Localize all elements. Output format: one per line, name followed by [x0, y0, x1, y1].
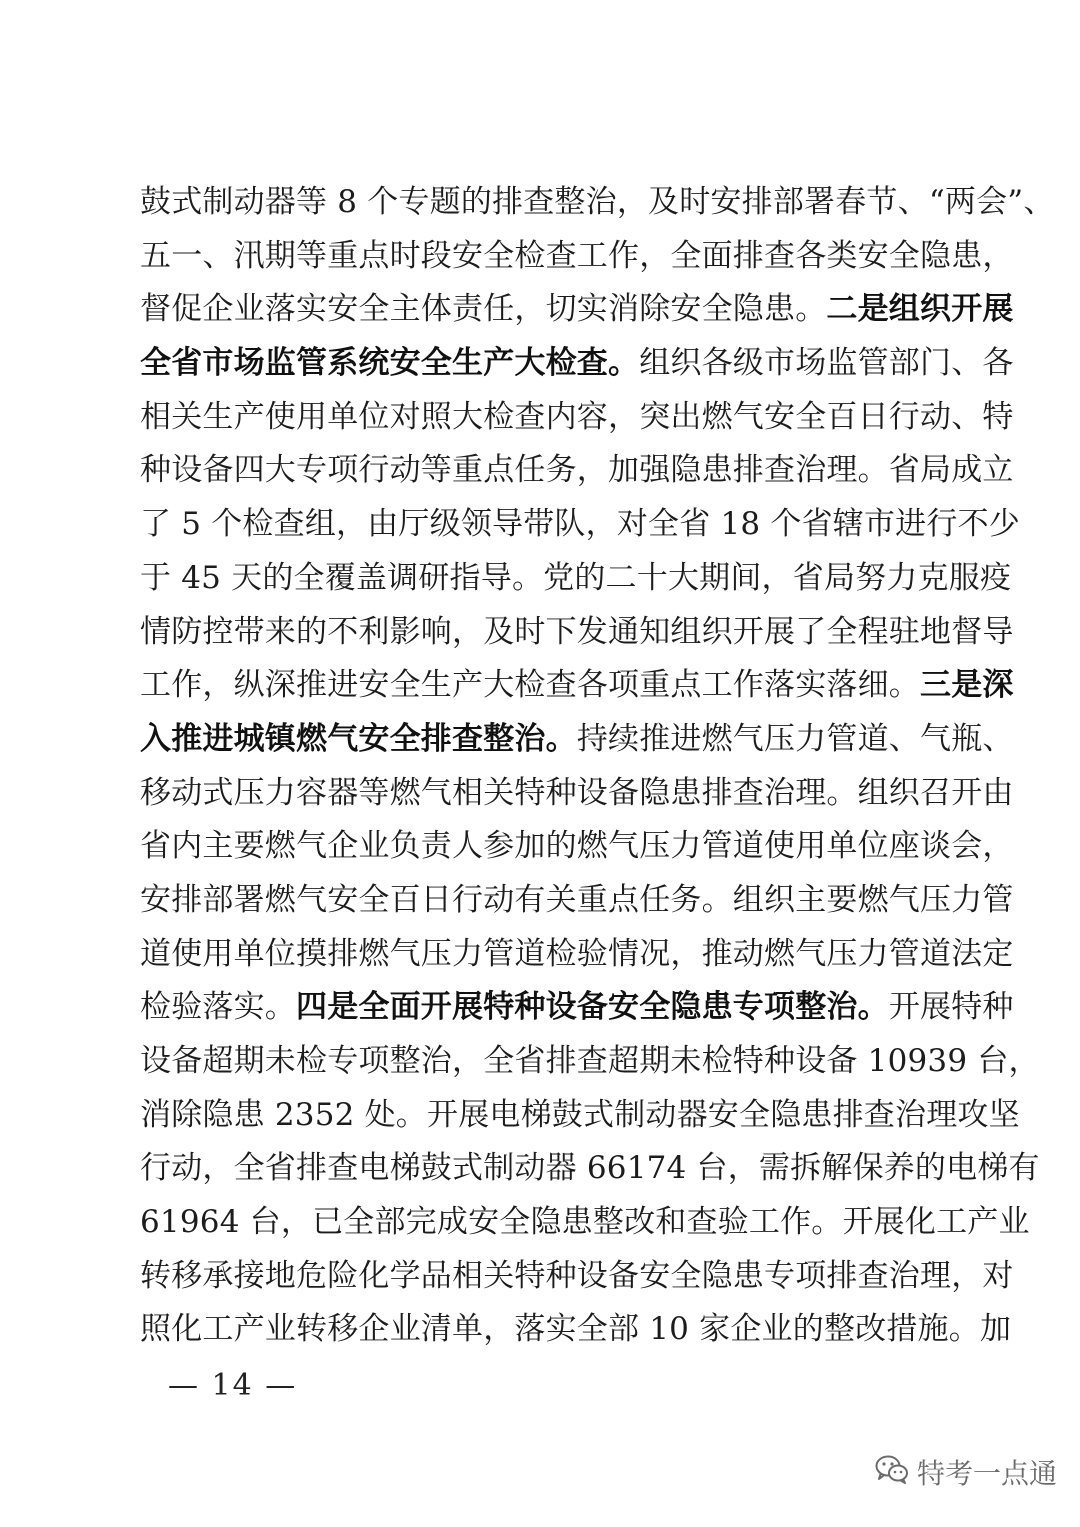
text-line: [140, 874, 1014, 928]
text-line: [140, 1196, 1030, 1250]
text-line: [140, 1142, 1040, 1196]
page-number: — 14 —: [168, 1368, 298, 1403]
wechat-icon: [875, 1454, 917, 1491]
body-text-segment: 设备超期未检专项整治，全省排查超期未检特种设备 10939 台，: [140, 1043, 1040, 1079]
text-line: [140, 552, 1012, 606]
watermark: [875, 1452, 1057, 1492]
text-line: [140, 337, 1014, 391]
body-text-segment: 省内主要燃气企业负责人参加的燃气压力管道使用单位座谈会，: [140, 828, 1014, 865]
text-line: [140, 820, 1014, 874]
text-line: [140, 1250, 1014, 1304]
body-text: [140, 176, 1055, 1357]
body-text-segment: 消除隐患 2352 处。开展电梯鼓式制动器安全隐患排查治理攻坚: [140, 1096, 1020, 1133]
body-text-segment: 持续推进燃气压力管道、气瓶、: [576, 720, 1014, 757]
emphasis-text: 二是组织开展: [826, 291, 1014, 328]
body-text-segment: 督促企业落实安全主体责任，切实消除安全隐患。: [140, 291, 827, 328]
body-text-segment: 组织各级市场监管部门、各: [639, 345, 1014, 382]
body-text-segment: 安排部署燃气安全百日行动有关重点任务。组织主要燃气压力管: [140, 881, 1014, 918]
text-line: [140, 176, 1055, 230]
text-line: [140, 230, 1014, 284]
text-line: [140, 928, 1014, 982]
body-text-segment: 检验落实。: [140, 989, 296, 1026]
text-line: [140, 391, 1014, 445]
body-text-segment: 情防控带来的不利影响，及时下发通知组织开展了全程驻地督导: [140, 613, 1014, 650]
text-line: [140, 981, 1014, 1035]
body-text-segment: 于 45 天的全覆盖调研指导。党的二十大期间，省局努力克服疫: [140, 559, 1012, 596]
body-text-segment: 照化工产业转移企业清单，落实全部 10 家企业的整改措施。加: [140, 1311, 1012, 1348]
body-text-segment: 工作，纵深推进安全生产大检查各项重点工作落实落细。: [140, 667, 920, 704]
body-text-segment: 了 5 个检查组，由厅级领导带队，对全省 18 个省辖市进行不少: [140, 506, 1020, 543]
body-text-segment: 行动，全省排查电梯鼓式制动器 66174 台，需拆解保养的电梯有: [140, 1150, 1040, 1187]
watermark-text: 特考一点通: [917, 1457, 1058, 1490]
body-text-segment: 转移承接地危险化学品相关特种设备安全隐患专项排查治理，对: [140, 1257, 1014, 1294]
emphasis-text: 入推进城镇燃气安全排查整治。: [140, 720, 577, 757]
text-line: [140, 1303, 1012, 1357]
text-line: [140, 498, 1020, 552]
emphasis-text: 全省市场监管系统安全生产大检查。: [140, 345, 640, 382]
body-text-segment: 鼓式制动器等 8 个专题的排查整治，及时安排部署春节、“两会”、: [140, 184, 1055, 220]
body-text-segment: 种设备四大专项行动等重点任务，加强隐患排查治理。省局成立: [140, 452, 1014, 489]
text-line: [140, 283, 1014, 337]
text-line: [140, 713, 1014, 767]
body-text-segment: 道使用单位摸排燃气压力管道检验情况，推动燃气压力管道法定: [140, 935, 1014, 972]
body-text-segment: 五一、汛期等重点时段安全检查工作，全面排查各类安全隐患，: [140, 237, 1014, 274]
text-line: [140, 1089, 1020, 1143]
body-text-segment: 相关生产使用单位对照大检查内容，突出燃气安全百日行动、特: [140, 398, 1014, 435]
body-text-segment: 61964 台，已全部完成安全隐患整改和查验工作。开展化工产业: [140, 1204, 1030, 1241]
text-line: [140, 444, 1014, 498]
emphasis-text: 三是深: [920, 667, 1014, 704]
body-text-segment: 开展特种: [888, 989, 1014, 1026]
emphasis-text: 四是全面开展特种设备安全隐患专项整治。: [296, 989, 889, 1026]
text-line: [140, 767, 1014, 821]
text-line: [140, 606, 1014, 660]
text-line: [140, 659, 1014, 713]
text-line: [140, 1035, 1040, 1089]
body-text-segment: 移动式压力容器等燃气相关特种设备隐患排查治理。组织召开由: [140, 774, 1014, 811]
